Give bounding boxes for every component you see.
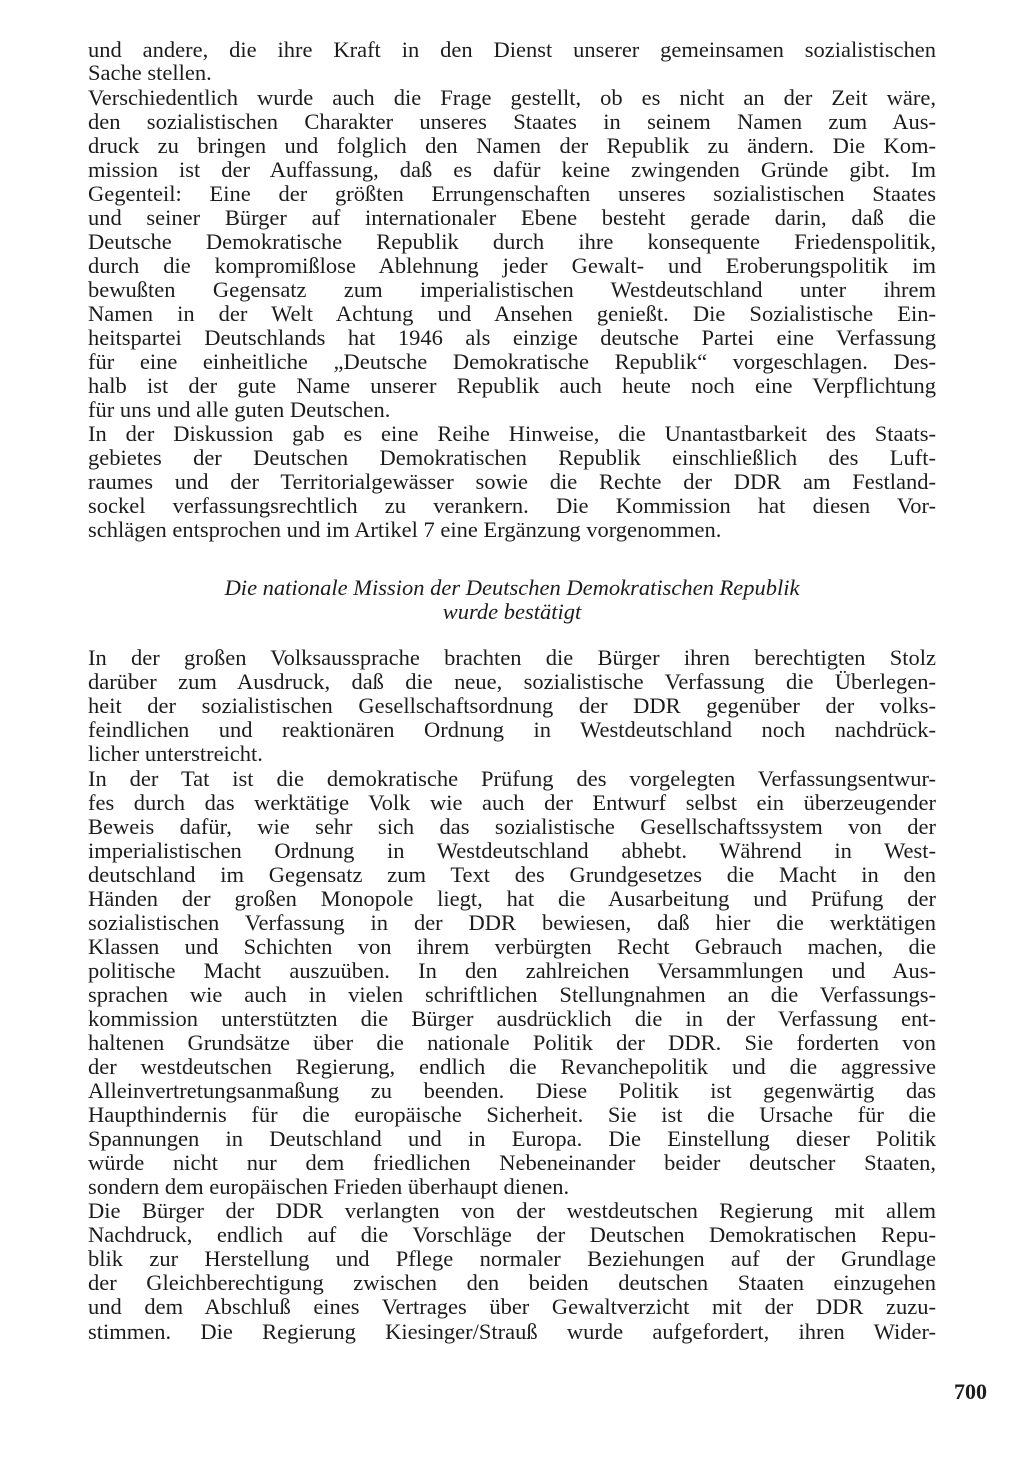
text-line: und andere, die ihre Kraft in den Dienst unserer gemeinsamen sozialistischen bbox=[88, 37, 936, 62]
text-line: In der Tat ist die demokratische Prüfung des vorgelegten Verfassungsentwur- bbox=[88, 766, 936, 791]
text-line: Namen in der Welt Achtung und Ansehen genießt. Die Sozialistische Ein- bbox=[88, 301, 936, 326]
text-line: sockel verfassungsrechtlich zu verankern. Die Kommission hat diesen Vor- bbox=[88, 493, 936, 518]
text-line: Gegenteil: Eine der größten Errungenschaften unseres sozialistischen Staates bbox=[88, 181, 936, 206]
text-line: darüber zum Ausdruck, daß die neue, sozialistische Verfassung die Überlegen- bbox=[88, 669, 936, 694]
text-line: und dem Abschluß eines Vertrages über Gewaltverzicht mit der DDR zuzu- bbox=[88, 1294, 936, 1319]
text-line: Spannungen in Deutschland und in Europa. Die Einstellung dieser Politik bbox=[88, 1126, 936, 1151]
text-line: stimmen. Die Regierung Kiesinger/Strauß wurde aufgefordert, ihren Wider- bbox=[88, 1319, 936, 1344]
text-line: Beweis dafür, wie sehr sich das sozialistische Gesellschaftssystem von der bbox=[88, 814, 936, 839]
text-line: raumes und der Territorialgewässer sowie die Rechte der DDR am Festland- bbox=[88, 469, 936, 494]
text-line: imperialistischen Ordnung in Westdeutschland abhebt. Während in West- bbox=[88, 838, 936, 863]
text-line: für eine einheitliche „Deutsche Demokratische Republik“ vorgeschlagen. Des- bbox=[88, 349, 936, 374]
text-line: Klassen und Schichten von ihrem verbürgten Recht Gebrauch machen, die bbox=[88, 934, 936, 959]
text-line: In der Diskussion gab es eine Reihe Hinweise, die Unantastbarkeit des Staats- bbox=[88, 421, 936, 446]
text-line: Alleinvertretungsanmaßung zu beenden. Diese Politik ist gegenwärtig das bbox=[88, 1078, 936, 1103]
text-line: gebietes der Deutschen Demokratischen Republik einschließlich des Luft- bbox=[88, 445, 936, 470]
text-line: sprachen wie auch in vielen schriftlichen Stellungnahmen an die Verfassungs- bbox=[88, 982, 936, 1007]
text-line: sondern dem europäischen Frieden überhaupt dienen. bbox=[88, 1174, 570, 1199]
text-line: deutschland im Gegensatz zum Text des Grundgesetzes die Macht in den bbox=[88, 862, 936, 887]
text-line: Händen der großen Monopole liegt, hat die Ausarbeitung und Prüfung der bbox=[88, 886, 936, 911]
text-line: bewußten Gegensatz zum imperialistischen Westdeutschland unter ihrem bbox=[88, 277, 936, 302]
text-line: würde nicht nur dem friedlichen Nebeneinander beider deutscher Staaten, bbox=[88, 1150, 936, 1175]
text-line: mission ist der Auffassung, daß es dafür keine zwingenden Gründe gibt. Im bbox=[88, 157, 936, 182]
text-line: Verschiedentlich wurde auch die Frage gestellt, ob es nicht an der Zeit wäre, bbox=[88, 85, 936, 110]
text-line: druck zu bringen und folglich den Namen der Republik zu ändern. Die Kom- bbox=[88, 133, 936, 158]
text-line: und seiner Bürger auf internationaler Ebene besteht gerade darin, daß die bbox=[88, 205, 936, 230]
text-line: In der großen Volksaussprache brachten die Bürger ihren berechtigten Stolz bbox=[88, 645, 936, 670]
section-heading: wurde bestätigt bbox=[442, 599, 582, 624]
text-line: feindlichen und reaktionären Ordnung in Westdeutschland noch nachdrück- bbox=[88, 717, 936, 742]
text-line: für uns und alle guten Deutschen. bbox=[88, 397, 391, 422]
text-line: licher unterstreicht. bbox=[88, 741, 263, 766]
text-line: fes durch das werktätige Volk wie auch der Entwurf selbst ein überzeugender bbox=[88, 790, 936, 815]
text-line: Nachdruck, endlich auf die Vorschläge der Deutschen Demokratischen Repu- bbox=[88, 1222, 936, 1247]
text-line: halb ist der gute Name unserer Republik auch heute noch eine Verpflichtung bbox=[88, 373, 936, 398]
section-heading: Die nationale Mission der Deutschen Demokratischen Republik bbox=[224, 575, 800, 600]
text-line: Sache stellen. bbox=[88, 60, 212, 85]
text-line: kommission unterstützten die Bürger ausdrücklich die in der Verfassung ent- bbox=[88, 1006, 936, 1031]
text-line: haltenen Grundsätze über die nationale Politik der DDR. Sie forderten von bbox=[88, 1030, 936, 1055]
text-line: der Gleichberechtigung zwischen den beiden deutschen Staaten einzugehen bbox=[88, 1270, 936, 1295]
text-line: durch die kompromißlose Ablehnung jeder Gewalt- und Eroberungspolitik im bbox=[88, 253, 936, 278]
text-line: Haupthindernis für die europäische Sicherheit. Sie ist die Ursache für die bbox=[88, 1102, 936, 1127]
text-line: den sozialistischen Charakter unseres Staates in seinem Namen zum Aus- bbox=[88, 109, 936, 134]
text-line: blik zur Herstellung und Pflege normaler Beziehungen auf der Grundlage bbox=[88, 1246, 936, 1271]
text-line: schlägen entsprochen und im Artikel 7 eine Ergänzung vorgenommen. bbox=[88, 517, 722, 542]
text-line: Die Bürger der DDR verlangten von der westdeutschen Regierung mit allem bbox=[88, 1198, 936, 1223]
text-line: heit der sozialistischen Gesellschaftsordnung der DDR gegenüber der volks- bbox=[88, 693, 936, 718]
text-line: der westdeutschen Regierung, endlich die Revanchepolitik und die aggressive bbox=[88, 1054, 936, 1079]
text-line: sozialistischen Verfassung in der DDR bewiesen, daß hier die werktätigen bbox=[88, 910, 936, 935]
text-line: politische Macht auszuüben. In den zahlreichen Versammlungen und Aus- bbox=[88, 958, 936, 983]
text-line: heitspartei Deutschlands hat 1946 als einzige deutsche Partei eine Verfassung bbox=[88, 325, 936, 350]
page-number: 700 bbox=[954, 1379, 987, 1404]
text-line: Deutsche Demokratische Republik durch ihre konsequente Friedenspolitik, bbox=[88, 229, 936, 254]
